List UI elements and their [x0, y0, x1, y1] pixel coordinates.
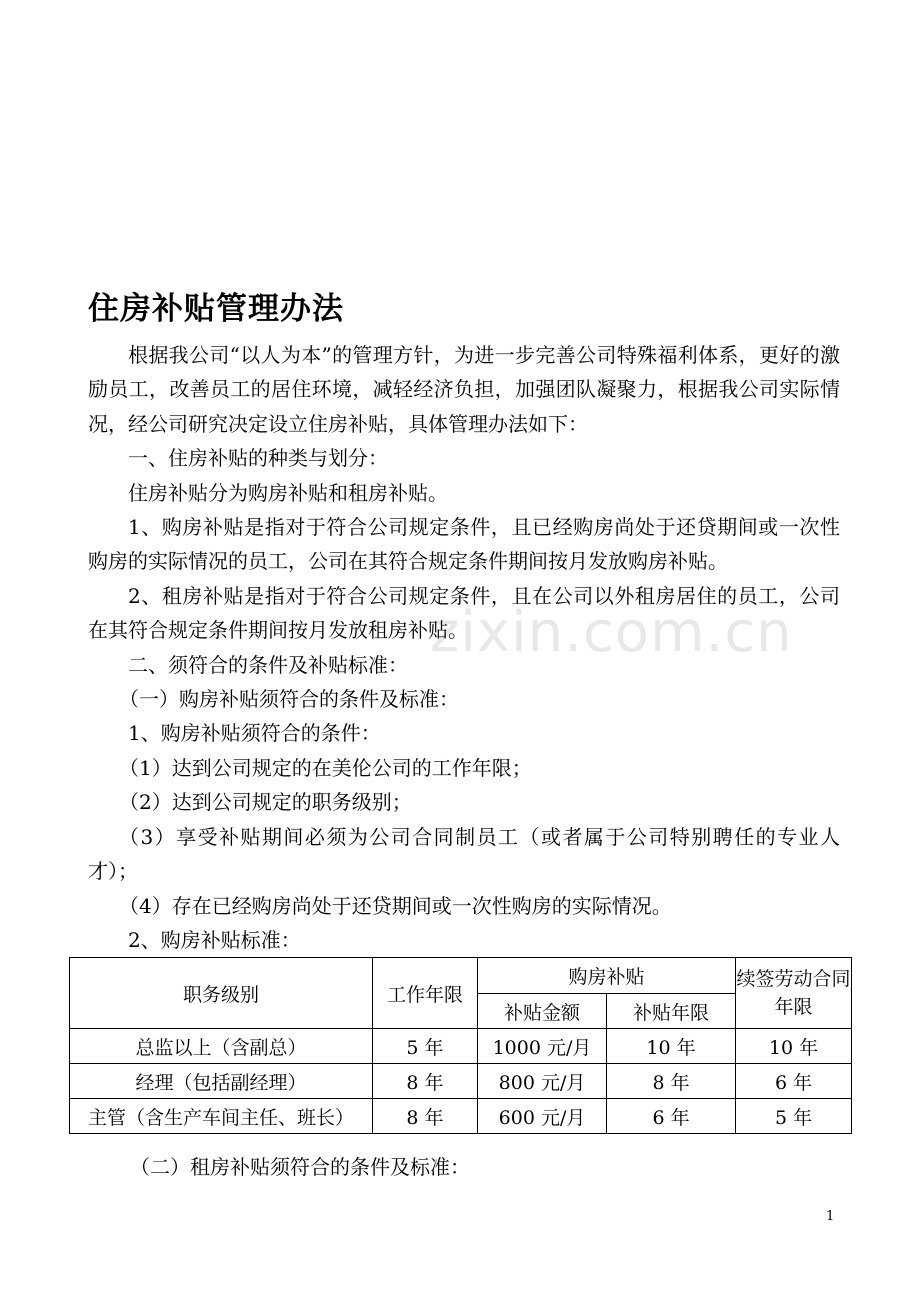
- cell-years: 5 年: [373, 1029, 478, 1064]
- document-body: [88, 338, 840, 957]
- cell-years: 8 年: [373, 1099, 478, 1134]
- header-purchase-subsidy: 购房补贴: [478, 958, 736, 994]
- document-title: 住房补贴管理办法: [88, 291, 344, 327]
- cell-period: 8 年: [607, 1064, 736, 1099]
- paragraph-condition-4: （4）存在已经购房尚处于还贷期间或一次性购房的实际情况。: [119, 893, 672, 918]
- table-row: [70, 1029, 852, 1064]
- paragraph-rent-def: 2、租房补贴是指对于符合公司规定条件，且在公司以外租房居住的员工，公司在其符合规定条件期间按月发放租房补贴。: [88, 583, 840, 643]
- table-row: [70, 1064, 852, 1099]
- paragraph-condition-3: （3）享受补贴期间必须为公司合同制员工（或者属于公司特别聘任的专业人才）；: [88, 824, 840, 884]
- paragraph-standard-heading: 2、购房补贴标准：: [128, 927, 301, 952]
- header-amount: 补贴金额: [478, 994, 607, 1029]
- header-contract-years: 续签劳动合同年限: [736, 958, 852, 1029]
- paragraph-section-2: 二、须符合的条件及补贴标准：: [128, 652, 408, 677]
- paragraph-subsection-2: （二）租房补贴须符合的条件及标准：: [130, 1155, 470, 1179]
- paragraph-intro: 根据我公司“以人为本”的管理方针，为进一步完善公司特殊福利体系，更好的激励员工，改善员工的居住环境，减轻经济负担，加强团队凝聚力，根据我公司实际情况，经公司研究决定设立住房补贴，具体管理办法如下：: [88, 343, 840, 436]
- cell-contract: 5 年: [736, 1099, 852, 1134]
- cell-level: 总监以上（含副总）: [70, 1029, 373, 1064]
- header-level: 职务级别: [70, 958, 373, 1029]
- watermark: zixin.com.cn: [430, 600, 793, 665]
- cell-contract: 10 年: [736, 1029, 852, 1064]
- cell-years: 8 年: [373, 1064, 478, 1099]
- paragraph-subsection-1: （一）购房补贴须符合的条件及标准：: [119, 687, 459, 712]
- paragraph-types: 住房补贴分为购房补贴和租房补贴。: [128, 480, 448, 505]
- cell-amount: 1000 元/月: [478, 1029, 607, 1064]
- paragraph-conditions-heading: 1、购房补贴须符合的条件：: [128, 721, 381, 746]
- header-years: 工作年限: [373, 958, 478, 1029]
- cell-contract: 6 年: [736, 1064, 852, 1099]
- cell-level: 主管（含生产车间主任、班长）: [70, 1099, 373, 1134]
- cell-amount: 800 元/月: [478, 1064, 607, 1099]
- cell-level: 经理（包括副经理）: [70, 1064, 373, 1099]
- cell-period: 6 年: [607, 1099, 736, 1134]
- header-period: 补贴年限: [607, 994, 736, 1029]
- paragraph-purchase-def: 1、购房补贴是指对于符合公司规定条件，且已经购房尚处于还贷期间或一次性购房的实际情况的员工，公司在其符合规定条件期间按月发放购房补贴。: [88, 515, 840, 574]
- table-header-row: [70, 958, 852, 994]
- cell-period: 10 年: [607, 1029, 736, 1064]
- table-row: [70, 1099, 852, 1134]
- page-number: 1: [826, 1209, 835, 1224]
- subsidy-standard-table: [69, 957, 852, 1134]
- paragraph-condition-1: （1）达到公司规定的在美伦公司的工作年限；: [119, 755, 532, 780]
- paragraph-condition-2: （2）达到公司规定的职务级别；: [119, 790, 412, 815]
- paragraph-section-1: 一、住房补贴的种类与划分：: [128, 446, 388, 471]
- cell-amount: 600 元/月: [478, 1099, 607, 1134]
